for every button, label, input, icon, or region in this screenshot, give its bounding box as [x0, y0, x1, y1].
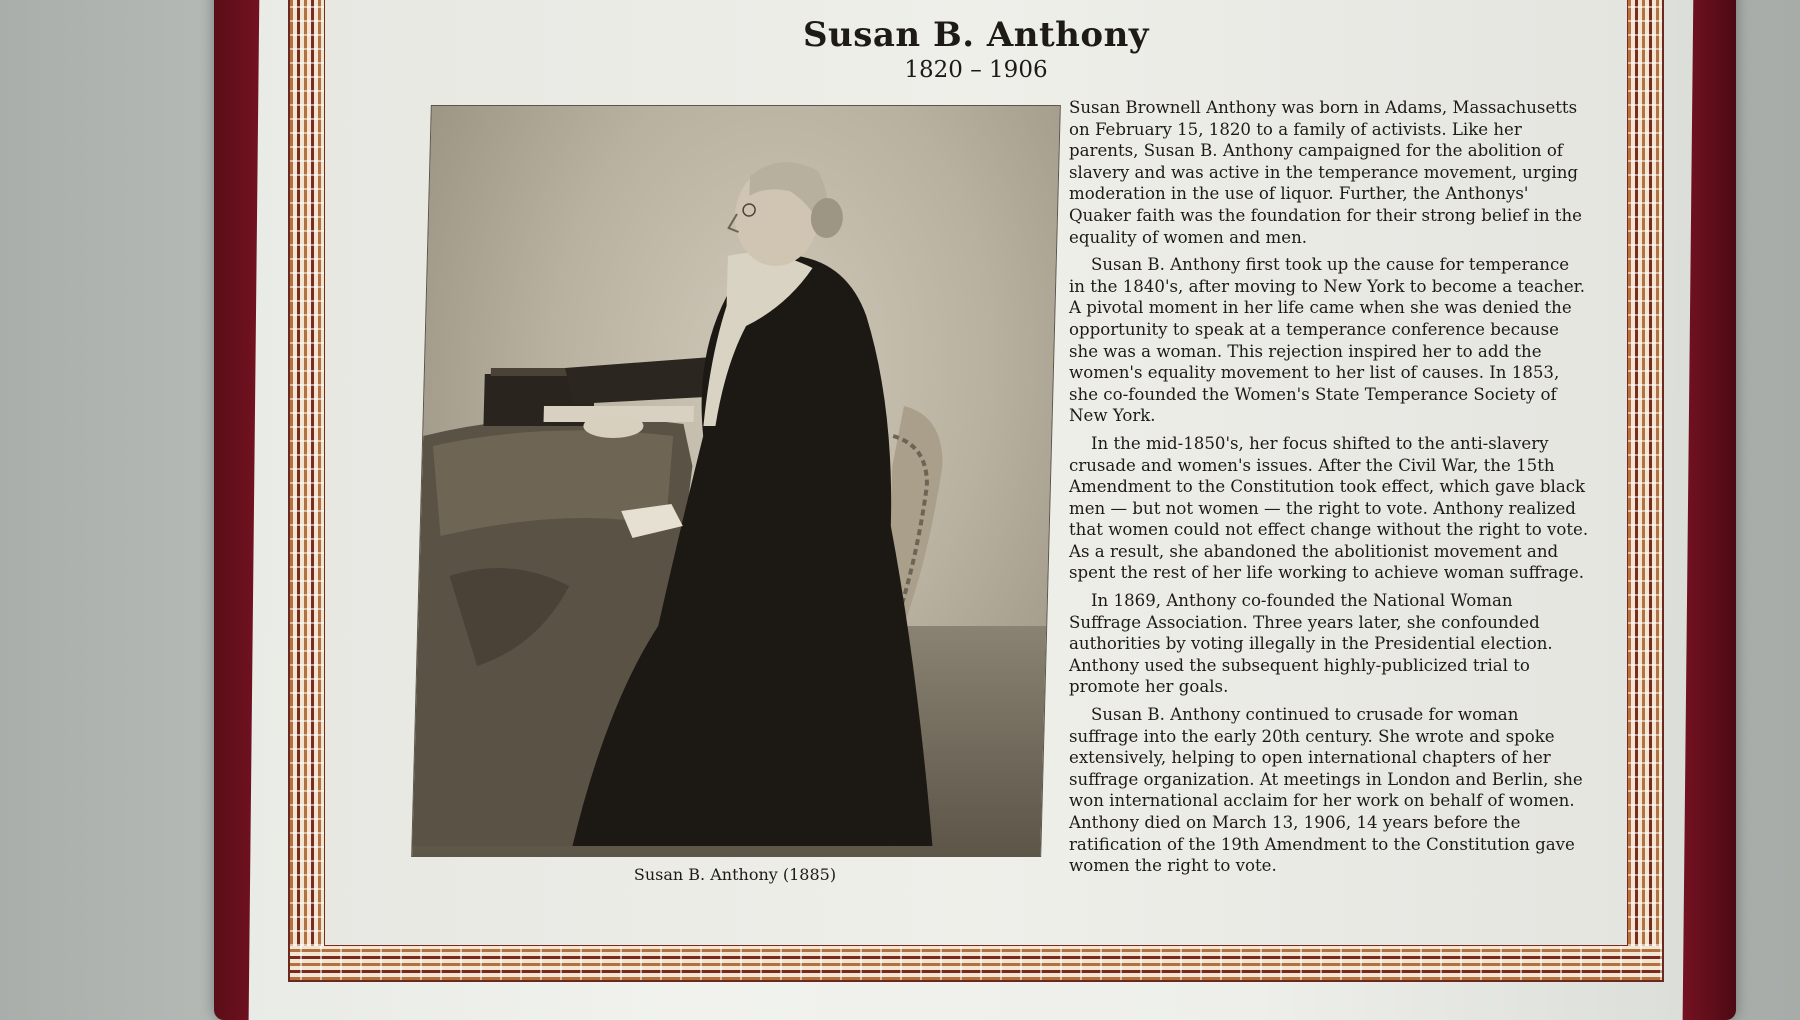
right-border	[1628, 0, 1662, 980]
biography-paragraph: Susan B. Anthony first took up the cause for temperance in the 1840's, after moving to New York to become a teacher. A pivotal moment in her life came when she was denied the opportunity to speak at a temperance conference because she was a woman. This rejection inspired her to add the women's equality movement to her list of causes. In 1853, she co-founded the Women's State Temperance Society of New York.	[1069, 255, 1586, 426]
portrait-photo	[411, 105, 1061, 857]
biography-paragraph: Susan Brownell Anthony was born in Adams, Massachusetts on February 15, 1820 to a family of activists. Like her parents, Susan B. Anthony campaigned for the abolition of slavery and was active in the temperance movement, urging moderation in the use of liquor. Further, the Anthonys' Quaker faith was the foundation for their strong belief in the equality of women and men.	[1069, 98, 1582, 247]
left-border	[290, 0, 324, 980]
page-title: Susan B. Anthony	[802, 15, 1150, 55]
decorative-frame	[288, 0, 1664, 982]
bottom-border	[290, 946, 1662, 980]
life-years: 1820 – 1906	[904, 57, 1048, 83]
biography-paragraph: In the mid-1850's, her focus shifted to the anti-slavery crusade and women's issues. After the Civil War, the 15th Amendment to the Constitution took effect, which gave black men — but not women — the right to vote. Anthony realized that women could not effect change without the right to vote. As a result, she abandoned the abolitionist movement and spent the rest of her life working to achieve woman suffrage.	[1069, 433, 1589, 583]
portrait-illustration	[412, 106, 1060, 856]
photo-caption: Susan B. Anthony (1885)	[633, 865, 837, 884]
plaque-content	[324, 0, 1628, 946]
biography-text	[1069, 97, 1589, 883]
biography-paragraph: In 1869, Anthony co-founded the National Woman Suffrage Association. Three years later, she confounded authorities by voting illegally in the Presidential election. Anthony used the subsequent highly-publicized trial to promote her goals.	[1069, 591, 1553, 697]
biography-paragraph: Susan B. Anthony continued to crusade for woman suffrage into the early 20th century. She wrote and spoke extensively, helping to open international chapters of her suffrage organization. At meetings in London and Berlin, she won international acclaim for her work on behalf of women. Anthony died on March 13, 1906, 14 years before the ratification of the 19th Amendment to the Constitution gave women the right to vote.	[1069, 705, 1583, 876]
